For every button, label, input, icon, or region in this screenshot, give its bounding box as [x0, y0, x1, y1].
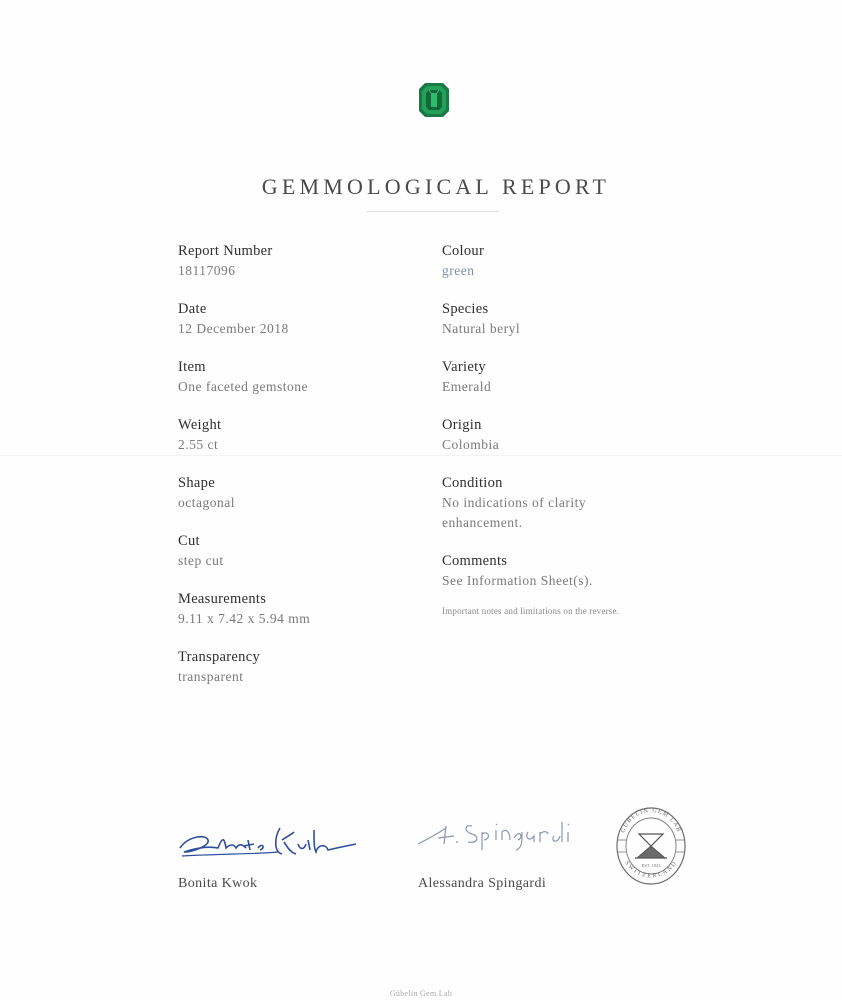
field-value: Colombia	[442, 437, 500, 452]
report-title: GEMMOLOGICAL REPORT	[261, 174, 611, 199]
svg-text:EST. 1923: EST. 1923	[641, 863, 661, 868]
field-value: One faceted gemstone	[178, 379, 308, 394]
title-divider	[367, 211, 499, 212]
emerald-gem-icon	[419, 83, 449, 117]
field-value: octagonal	[178, 495, 235, 510]
svg-text:SWITZERLAND: SWITZERLAND	[623, 860, 679, 880]
field-value: 9.11 x 7.42 x 5.94 mm	[178, 611, 311, 626]
field-label: Cut	[178, 533, 200, 549]
field-species	[442, 300, 692, 339]
svg-text:GÜBELIN GEM LAB: GÜBELIN GEM LAB	[620, 807, 682, 834]
footer-lab-name: Gübelin Gem Lab	[389, 989, 453, 998]
signatory-name-1: Bonita Kwok	[178, 876, 258, 891]
field-label: Weight	[178, 417, 222, 433]
field-weight	[178, 416, 418, 455]
field-cut	[178, 532, 418, 571]
signatory-name-2: Alessandra Spingardi	[418, 876, 547, 891]
field-value: See Information Sheet(s).	[442, 572, 593, 588]
field-item	[178, 358, 418, 397]
field-comments	[442, 552, 692, 591]
right-column	[442, 242, 692, 616]
field-label: Report Number	[178, 243, 273, 259]
field-shape	[178, 474, 418, 513]
field-colour	[442, 242, 692, 281]
reverse-note: Important notes and limitations on the reverse.	[442, 605, 620, 616]
field-label: Comments	[442, 552, 508, 569]
field-label: Measurements	[178, 591, 267, 607]
field-value: Emerald	[442, 379, 492, 394]
field-value: 2.55 ct	[178, 437, 219, 452]
field-label: Colour	[442, 243, 485, 259]
field-origin	[442, 416, 692, 455]
field-report-number	[178, 242, 418, 281]
fold-line	[0, 455, 842, 456]
field-value: 18117096	[178, 263, 236, 278]
field-value: transparent	[178, 669, 244, 684]
field-measurements	[178, 590, 418, 629]
field-value: green	[442, 263, 475, 278]
field-label: Variety	[442, 359, 486, 375]
left-column	[178, 242, 418, 706]
field-transparency	[178, 648, 418, 687]
field-variety	[442, 358, 692, 397]
signature-alessandra-spingardi	[416, 814, 612, 858]
field-value: Natural beryl	[442, 321, 521, 336]
field-date	[178, 300, 418, 339]
field-label: Transparency	[178, 649, 260, 665]
field-label: Date	[178, 301, 207, 317]
field-label: Item	[178, 359, 206, 375]
field-label: Condition	[442, 475, 503, 491]
field-value: 12 December 2018	[178, 321, 289, 336]
field-value: step cut	[178, 553, 224, 568]
signature-bonita-kwok	[178, 818, 358, 866]
field-label: Species	[442, 301, 489, 317]
gubelin-seal-icon	[615, 806, 687, 886]
field-label: Origin	[442, 417, 482, 433]
field-condition	[442, 474, 692, 532]
field-label: Shape	[178, 475, 215, 491]
field-value-line1: No indications of clarity	[442, 495, 587, 510]
field-value-line2: enhancement.	[442, 514, 523, 530]
